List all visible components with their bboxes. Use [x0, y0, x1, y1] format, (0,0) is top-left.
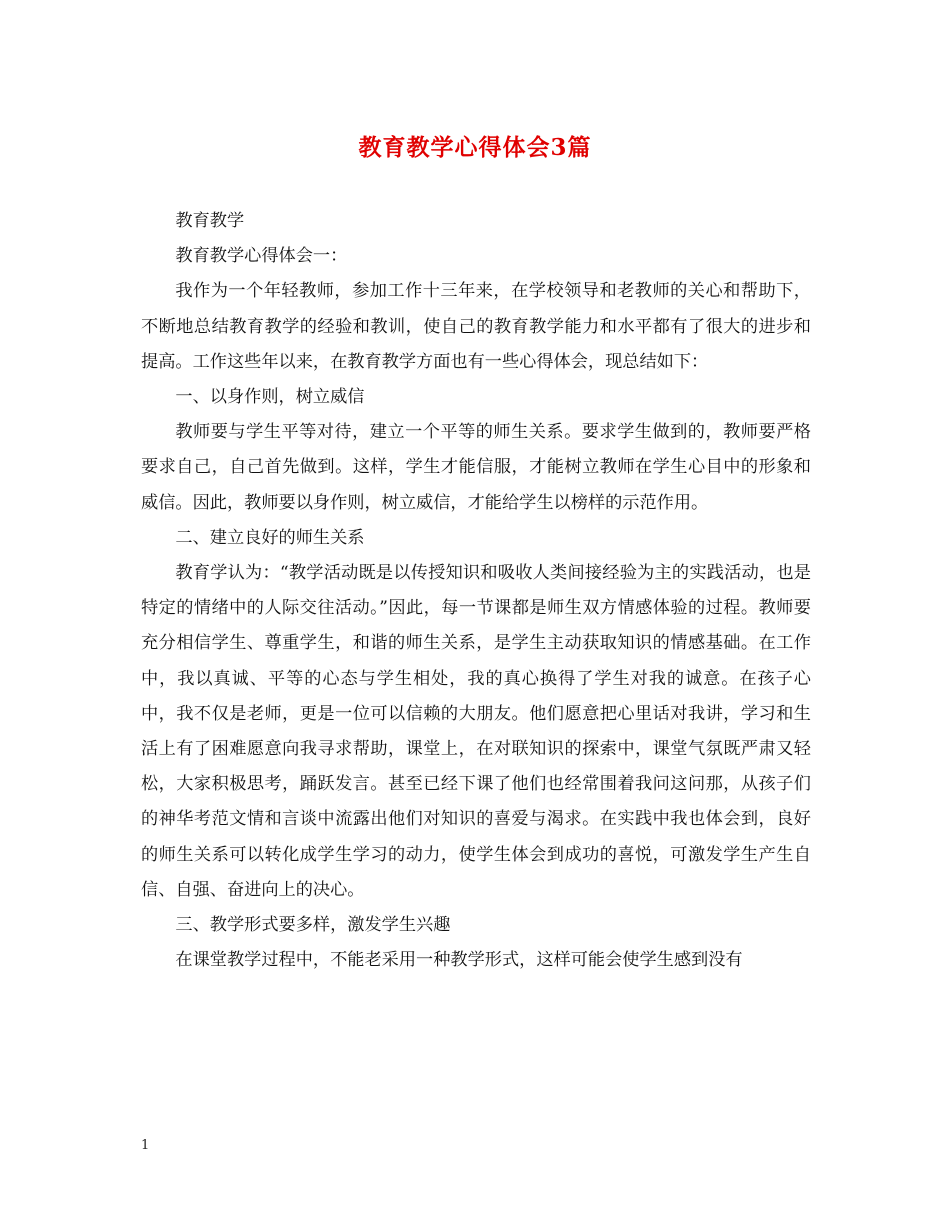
paragraph: 教育学认为：“教学活动既是以传授知识和吸收人类间接经验为主的实践活动，也是特定的情绪中的人际交往活动。”因此，每一节课都是师生双方情感体验的过程。教师要充分相信学生、尊重学生，和谐的师生关系，是学生主动获取知识的情感基础。在工作中，我以真诚、平等的心态与学生相处，我的真心换得了学生对我的诚意。在孩子心中，我不仅是老师，更是一位可以信赖的大朋友。他们愿意把心里话对我讲，学习和生活上有了困难愿意向我寻求帮助，课堂上，在对联知识的探索中，课堂气氛既严肃又轻松，大家积极思考，踊跃发言。甚至已经下课了他们也经常围着我问这问那，从孩子们的神华考范文情和言谈中流露出他们对知识的喜爱与渴求。在实践中我也体会到，良好的师生关系可以转化成学生学习的动力，使学生体会到成功的喜悦，可激发学生产生自信、自强、奋进向上的决心。	[141, 563, 811, 900]
paragraph: 教育教学	[175, 211, 245, 231]
paragraph: 教育教学心得体会一：	[175, 246, 348, 267]
page-number: 1	[141, 1138, 150, 1153]
section-heading: 二、建立良好的师生关系	[175, 527, 365, 548]
document-body	[141, 204, 811, 978]
paragraph: 在课堂教学过程中，不能老采用一种教学形式，这样可能会使学生感到没有	[175, 950, 743, 971]
paragraph: 我作为一个年轻教师，参加工作十三年来，在学校领导和老教师的关心和帮助下，不断地总结教育教学的经验和教训，使自己的教育教学能力和水平都有了很大的进步和提高。工作这些年以来，在教育教学方面也有一些心得体会，现总结如下：	[141, 281, 811, 372]
section-heading: 三、教学形式要多样，激发学生兴趣	[175, 915, 451, 936]
paragraph: 教师要与学生平等对待，建立一个平等的师生关系。要求学生做到的，教师要严格要求自己，自己首先做到。这样，学生才能信服，才能树立教师在学生心目中的形象和威信。因此，教师要以身作则，树立威信，才能给学生以榜样的示范作用。	[141, 422, 811, 513]
document-title: 教育教学心得体会3篇	[358, 134, 592, 161]
section-heading: 一、以身作则，树立威信	[175, 387, 365, 408]
